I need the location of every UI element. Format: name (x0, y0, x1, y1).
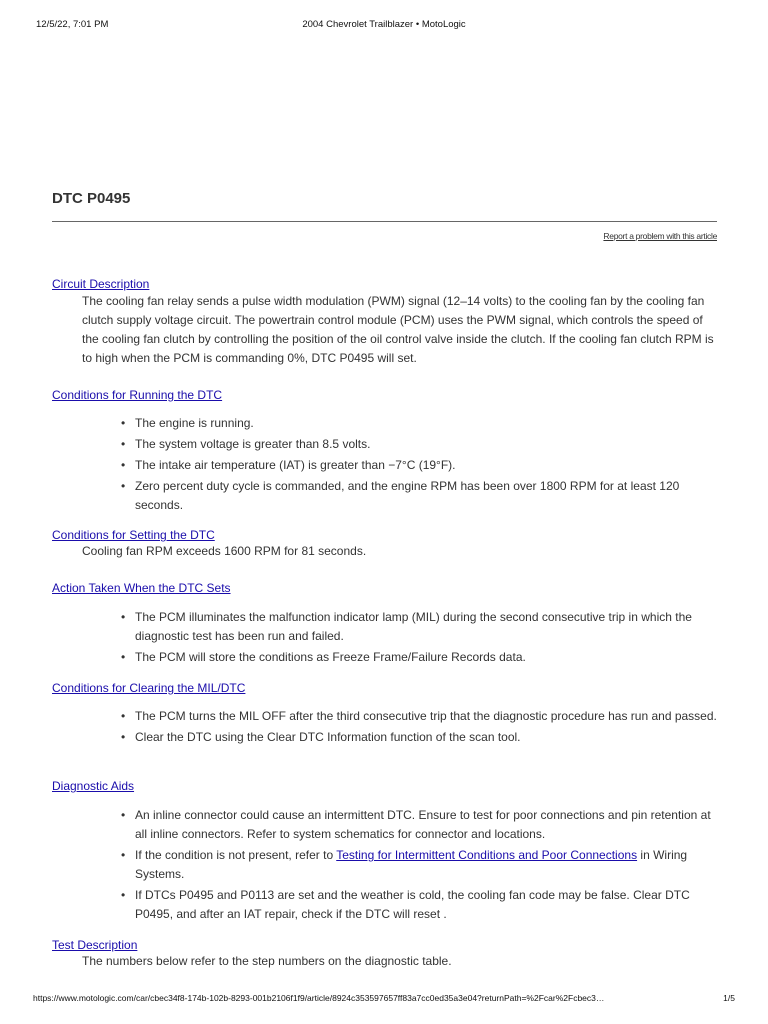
print-header (36, 19, 732, 33)
conditions-running-list (119, 414, 719, 517)
list-item: • Clear the DTC using the Clear DTC Information function of the scan tool. (121, 730, 521, 744)
test-description-text: The numbers below refer to the step numbers on the diagnostic table. (82, 954, 452, 968)
list-item: • The intake air temperature (IAT) is greater than −7°C (19°F). (121, 458, 456, 472)
section-heading-conditions-running[interactable]: Conditions for Running the DTC (52, 388, 223, 402)
print-url: https://www.motologic.com/car/cbec34f8-174b-102b-8293-001b2106f1f9/article/8924c353597657ff83a7cc0ed35a3e04?returnPath=%2Fcar%2Fcbec3… (33, 993, 605, 1003)
report-problem-link[interactable]: Report a problem with this article (603, 231, 717, 241)
list-item: • The system voltage is greater than 8.5 volts. (121, 437, 371, 451)
list-item: • The PCM turns the MIL OFF after the third consecutive trip that the diagnostic procedure has run and passed. (121, 709, 717, 723)
list-item: • Zero percent duty cycle is commanded, and the engine RPM has been over 1800 RPM for at least 120 seconds. (121, 479, 680, 512)
print-datetime: 12/5/22, 7:01 PM (36, 19, 109, 30)
list-item: • The PCM illuminates the malfunction indicator lamp (MIL) during the second consecutive trip in which the diagnostic test has been run and failed. (121, 610, 692, 643)
testing-intermittent-conditions-link[interactable]: Testing for Intermittent Conditions and Poor Connections (336, 848, 638, 862)
section-heading-diagnostic-aids[interactable]: Diagnostic Aids (52, 779, 135, 793)
section-heading-circuit-description[interactable]: Circuit Description (52, 277, 150, 291)
list-item: • An inline connector could cause an intermittent DTC. Ensure to test for poor connections and pin retention at all inline connectors. Refer to system schematics for connector and locations. (121, 808, 711, 841)
list-item: • If the condition is not present, refer to Testing for Intermittent Conditions and Poor Connections in Wiring Systems. (121, 848, 688, 881)
conditions-clearing-list (119, 707, 719, 749)
print-page-title: 2004 Chevrolet Trailblazer • MotoLogic (302, 19, 466, 30)
conditions-setting-text: Cooling fan RPM exceeds 1600 RPM for 81 seconds. (82, 544, 367, 558)
page-title: DTC P0495 (52, 190, 131, 207)
section-heading-test-description[interactable]: Test Description (52, 938, 138, 952)
list-item: • The PCM will store the conditions as Freeze Frame/Failure Records data. (121, 650, 526, 664)
circuit-description-text: The cooling fan relay sends a pulse width modulation (PWM) signal (12–14 volts) to the cooling fan by the cooling fan clutch supply voltage circuit. The powertrain control module (PCM) uses the PWM signal, which controls the speed of the cooling fan clutch by controlling the position of the oil control valve inside the clutch. If the cooling fan clutch RPM is to high when the PCM is commanding 0%, DTC P0495 will set. (82, 294, 714, 365)
diagnostic-aids-list (119, 806, 719, 926)
list-item: • The engine is running. (121, 416, 254, 430)
action-taken-list (119, 608, 719, 669)
page-number: 1/5 (723, 993, 735, 1003)
list-item: • If DTCs P0495 and P0113 are set and the weather is cold, the cooling fan code may be false. Clear DTC P0495, and after an IAT repair, check if the DTC will reset . (121, 888, 690, 921)
section-heading-conditions-setting[interactable]: Conditions for Setting the DTC (52, 528, 215, 542)
section-heading-action-taken[interactable]: Action Taken When the DTC Sets (52, 581, 231, 595)
print-footer (33, 993, 735, 1007)
title-divider (52, 221, 717, 222)
section-heading-conditions-clearing[interactable]: Conditions for Clearing the MIL/DTC (52, 681, 246, 695)
